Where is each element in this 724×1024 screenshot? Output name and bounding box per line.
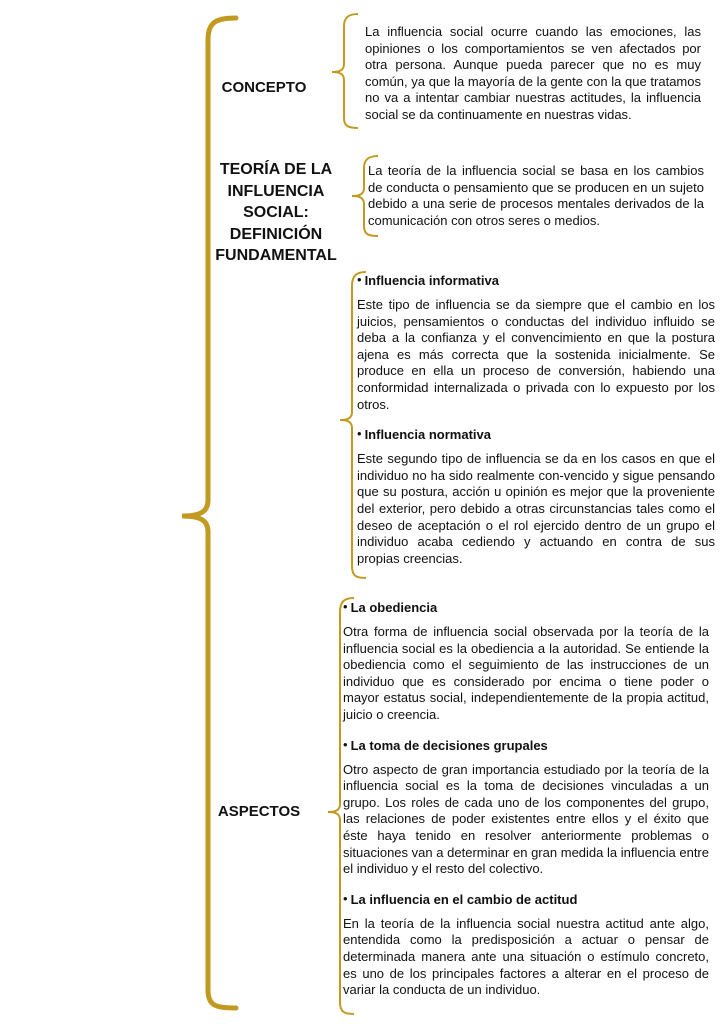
teoria-label: TEORÍA DE LA INFLUENCIA SOCIAL: DEFINICIÓN FUNDAMENTAL bbox=[215, 161, 337, 264]
teoria-text: La teoría de la influencia social se basa en los cambios de conducta o pensamiento que se producen en un sujeto debido a una serie de procesos mentales derivados de la comunicación con otros seres o medios. bbox=[368, 163, 704, 228]
bullet: • bbox=[357, 426, 362, 442]
aspectos-item-1-text: Otro aspecto de gran importancia estudiado por la teoría de la influencia social es la toma de decisiones vinculadas a un grupo. Los roles de cada uno de los componentes del grupo, las relaciones de poder existentes entre ellos y el éxito que éste haya tenido en resolver anteriormente problemas o situaciones van a determinar en gran medida la influencia entre el individuo y el resto del colectivo. bbox=[343, 761, 709, 877]
bullet: • bbox=[343, 599, 348, 614]
aspectos-list bbox=[343, 599, 709, 1012]
aspectos-item-1-title: La toma de decisiones grupales bbox=[350, 737, 548, 753]
aspectos-item-1-head bbox=[343, 737, 709, 755]
aspectos-item-2-text: En la teoría de la influencia social nuestra actitud ante algo, entendida como la predisposición a actuar o pensar de determinada manera ante una situación o estímulo concreto, es uno de los principales factores a alterar en el proceso de variar la conducta de un individuo. bbox=[343, 915, 709, 998]
tipos-item-0-title: Influencia informativa bbox=[364, 273, 499, 288]
tipos-item-0-text: Este tipo de influencia se da siempre que el cambio en los juicios, pensamientos o conductas del individuo influido se deba a la confianza y el convencimiento en que la postura ajena es más correcta que la sostenida inicialmente. Se produce en ella un proceso de conversión, habiendo una conformidad internalizada o privada con lo expuesto por los otros. bbox=[357, 297, 715, 412]
bullet: • bbox=[343, 736, 348, 752]
tipos-list bbox=[357, 272, 715, 580]
tipos-item-1-title: Influencia normativa bbox=[364, 427, 491, 443]
concepto-bracket bbox=[332, 14, 358, 128]
tipos-item-0-head bbox=[357, 272, 715, 290]
aspectos-item-2-head bbox=[343, 891, 709, 909]
aspectos-item-2-title: La influencia en el cambio de actitud bbox=[350, 891, 578, 907]
bullet: • bbox=[357, 272, 362, 287]
concepto-text: La influencia social ocurre cuando las emociones, las opiniones o los comportamientos se ven afectados por otra persona. Aunque pueda parecer que no es muy común, ya que la mayoría de la gente con la que tratamos no va a intentar cambiar nuestras actitudes, la influencia social se da continuamente en nuestras vidas. bbox=[365, 24, 701, 122]
tipos-label: TIPOS DE INFLUENCIA bbox=[224, 411, 308, 445]
concepto-label: CONCEPTO bbox=[221, 79, 307, 96]
aspectos-label: ASPECTOS bbox=[217, 803, 301, 820]
aspectos-item-0-head bbox=[343, 599, 709, 617]
tipos-item-1-head bbox=[357, 426, 715, 444]
main-title: PAPEL DE LA INFLUENCIA SOCIAL EN EL CAMBIO SOCIOCULTURAL bbox=[26, 467, 160, 536]
bullet: • bbox=[343, 890, 348, 906]
aspectos-item-0-title: La obediencia bbox=[350, 600, 438, 615]
tipos-item-1-text: Este segundo tipo de influencia se da en los casos en que el individuo no ha sido realmente con-vencido y sigue pensando que su postura, acción u opinión es mejor que la proveniente del exterior, pero debido a otras circunstancias tales como el deseo de aceptación o el rol ejercido dentro de un grupo el individuo acaba cediendo y actuando en contra de sus propias creencias. bbox=[357, 451, 715, 566]
aspectos-item-0-text: Otra forma de influencia social observada por la teoría de la influencia social es la obediencia a la autoridad. Se entiende la obediencia como el seguimiento de las instrucciones de un individuo que es considerado por encima o tiene poder o mayor estatus social, independientemente de la propia actitud, juicio o creencia. bbox=[343, 624, 709, 722]
